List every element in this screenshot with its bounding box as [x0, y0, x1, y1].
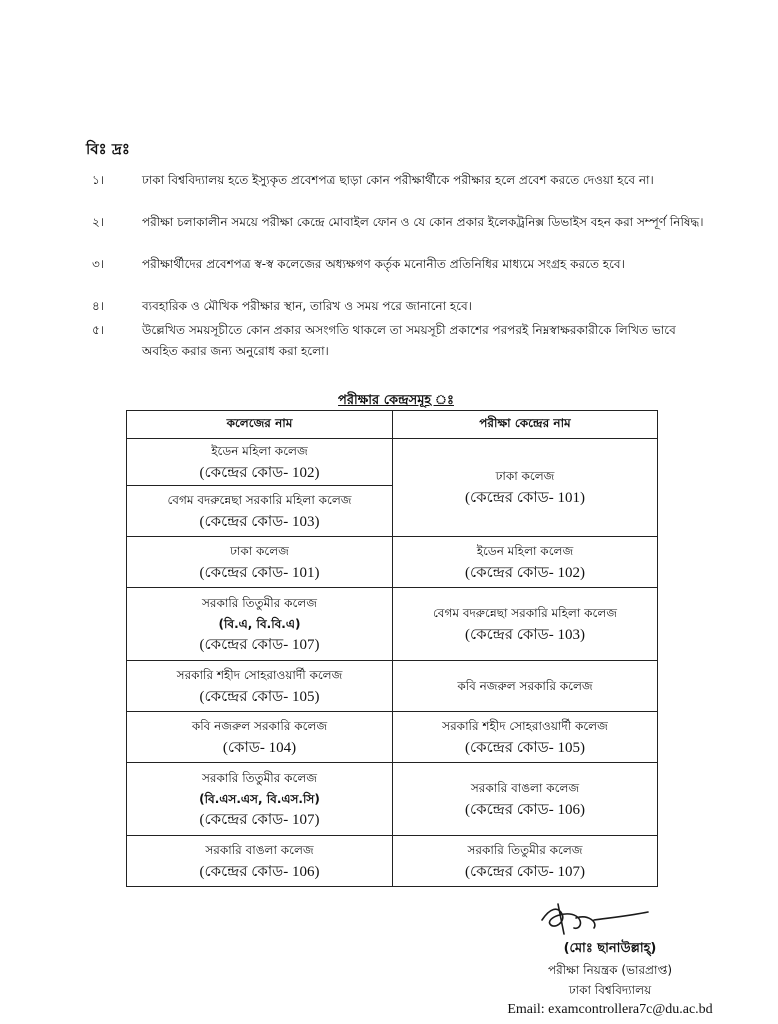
college-code: (কোড- 104): [222, 739, 297, 756]
table-row: [127, 712, 658, 763]
center-cell: [393, 712, 658, 763]
table-header-row: [127, 411, 658, 439]
college-cell: [127, 439, 393, 486]
signatory-name: (মোঃ ছানাউল্লাহ্): [563, 941, 657, 956]
college-name: সরকারি তিতুমীর কলেজ: [201, 595, 318, 610]
center-cell: [393, 537, 658, 588]
center-cell: [393, 588, 658, 661]
center-code: (কেন্দ্রের কোড- 101): [465, 490, 585, 506]
note-number: ৪।: [92, 299, 105, 313]
signature-scribble: [536, 900, 656, 938]
center-name-header: পরীক্ষা কেন্দ্রের নাম: [393, 411, 658, 439]
signatory-organization: ঢাকা বিশ্ববিদ্যালয়: [568, 983, 652, 997]
note-text: ঢাকা বিশ্ববিদ্যালয় হতে ইস্যুকৃত প্রবেশপত্র ছাড়া কোন পরীক্ষার্থীকে পরীক্ষার হলে প্রবেশ করতে দেওয়া হবে না।: [142, 173, 654, 187]
signature-block: [470, 938, 750, 1020]
college-programs: (বি.এস.এস, বি.এস.সি): [199, 791, 320, 806]
college-code: (কেন্দ্রের কোড- 107): [199, 811, 320, 828]
college-code: (কেন্দ্রের কোড- 101): [199, 564, 320, 581]
college-code: (কেন্দ্রের কোড- 103): [199, 513, 320, 530]
center-name: ইডেন মহিলা কলেজ: [476, 543, 574, 558]
exam-centers-table: [126, 410, 658, 887]
college-name: কবি নজরুল সরকারি কলেজ: [191, 718, 328, 733]
college-cell: [127, 763, 393, 836]
center-cell: [393, 661, 658, 712]
note-item: [0, 170, 778, 212]
college-programs: (বি.এ, বি.বি.এ): [218, 616, 301, 631]
center-name: সরকারি শহীদ সোহরাওয়ার্দী কলেজ: [442, 718, 608, 733]
table-row: [127, 836, 658, 887]
center-code: (কেন্দ্রের কোড- 106): [465, 801, 585, 818]
college-name-header: কলেজের নাম: [127, 411, 393, 439]
center-code: (কেন্দ্রের কোড- 103): [465, 626, 585, 643]
college-name: সরকারি বাঙলা কলেজ: [205, 842, 314, 857]
center-name: সরকারি বাঙলা কলেজ: [470, 780, 580, 795]
college-cell: [127, 836, 393, 887]
note-number: ২।: [92, 215, 105, 229]
college-cell: [127, 661, 393, 712]
college-code: (কেন্দ্রের কোড- 107): [199, 636, 320, 653]
notes-title: বিঃ দ্রঃ: [86, 140, 130, 158]
college-name: সরকারি শহীদ সোহরাওয়ার্দী কলেজ: [176, 667, 343, 682]
notes-list: [0, 170, 778, 362]
college-cell: [127, 537, 393, 588]
center-name: বেগম বদরুন্নেছা সরকারি মহিলা কলেজ: [432, 605, 618, 620]
college-name: ইডেন মহিলা কলেজ: [211, 443, 308, 458]
center-name: সরকারি তিতুমীর কলেজ: [467, 842, 583, 857]
center-name: কবি নজরুল সরকারি কলেজ: [457, 678, 593, 693]
note-item: [0, 212, 778, 254]
center-code: (কেন্দ্রের কোড- 105): [465, 739, 585, 756]
table-row: [127, 588, 658, 661]
signatory-title: পরীক্ষা নিয়ন্ত্রক (ভারপ্রাপ্ত): [547, 963, 673, 977]
note-text: পরীক্ষা চলাকালীন সময়ে পরীক্ষা কেন্দ্রে মোবাইল ফোন ও যে কোন প্রকার ইলেকট্রনিক্স ডিভাইস বহন করা সম্পূর্ণ নিষিদ্ধ।: [142, 215, 704, 229]
college-code: (কেন্দ্রের কোড- 106): [199, 863, 320, 880]
college-code: (কেন্দ্রের কোড- 102): [199, 464, 320, 481]
college-name: ঢাকা কলেজ: [230, 543, 289, 558]
table-row: [127, 439, 658, 486]
note-text: উল্লেখিত সময়সূচীতে কোন প্রকার অসংগতি থাকলে তা সময়সূচী প্রকাশের পরপরই নিম্নস্বাক্ষরকারীকে লিখিত ভাবে অবহিত করার জন্য অনুরোধ করা হলো।: [142, 323, 676, 358]
note-number: ৩।: [92, 257, 105, 271]
college-name: বেগম বদরুন্নেছা সরকারি মহিলা কলেজ: [167, 492, 352, 507]
note-text: ব্যবহারিক ও মৌখিক পরীক্ষার স্থান, তারিখ ও সময় পরে জানানো হবে।: [142, 299, 472, 313]
note-item: [0, 254, 778, 296]
college-code: (কেন্দ্রের কোড- 105): [199, 688, 320, 705]
table-row: [127, 661, 658, 712]
centers-heading-text: পরীক্ষার কেন্দ্রসমূহ ঃ: [338, 393, 454, 408]
college-cell: [127, 588, 393, 661]
table-row: [127, 763, 658, 836]
note-number: ৫।: [92, 323, 105, 337]
note-number: ১।: [92, 173, 105, 187]
center-code: (কেন্দ্রের কোড- 107): [465, 863, 585, 880]
center-code: (কেন্দ্রের কোড- 102): [465, 564, 585, 581]
college-cell: [127, 712, 393, 763]
note-item: [0, 296, 778, 320]
handwritten-signature: [536, 900, 656, 938]
center-name: ঢাকা কলেজ: [495, 469, 555, 483]
college-cell: [127, 486, 393, 537]
center-cell: [393, 836, 658, 887]
center-cell: [393, 763, 658, 836]
centers-heading: [0, 388, 778, 412]
table-row: [127, 537, 658, 588]
college-name: সরকারি তিতুমীর কলেজ: [201, 770, 318, 785]
note-item: [0, 320, 778, 362]
note-text: পরীক্ষার্থীদের প্রবেশপত্র স্ব-স্ব কলেজের অধ্যক্ষগণ কর্তৃক মনোনীত প্রতিনিধির মাধ্যমে সংগ্রহ করতে হবে।: [142, 257, 625, 271]
center-cell: [393, 439, 658, 537]
signatory-email: Email: examcontrollera7c@du.ac.bd: [507, 1002, 713, 1017]
